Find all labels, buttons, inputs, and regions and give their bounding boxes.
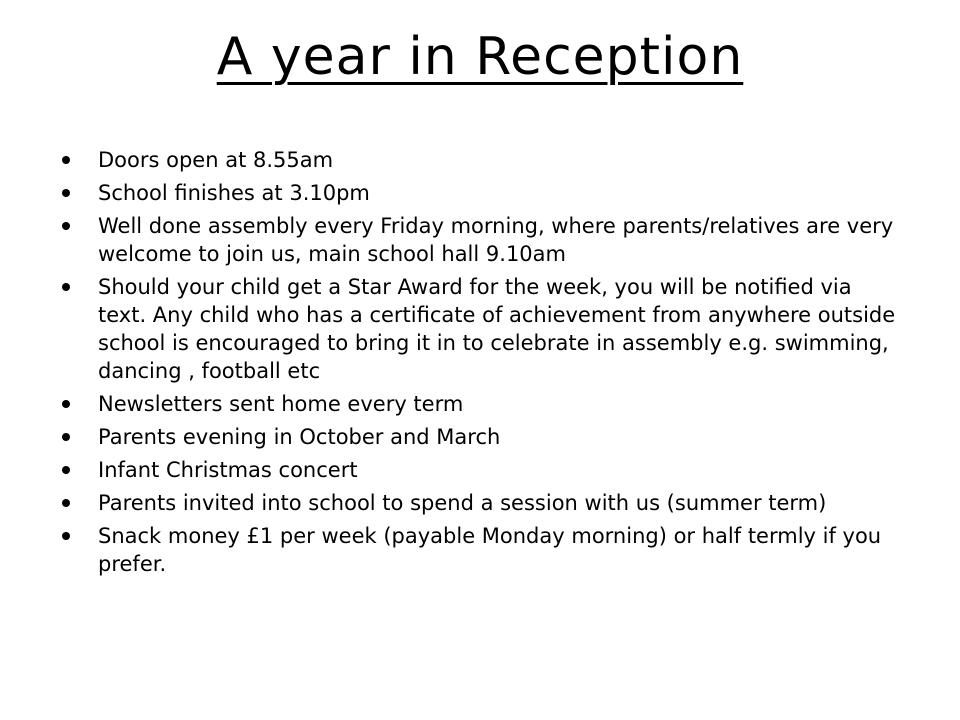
bullet-text: School finishes at 3.10pm [98, 181, 370, 205]
slide-title-text: A year in Reception [216, 27, 744, 87]
bullet-text: Parents invited into school to spend a session with us (summer term) [98, 491, 827, 515]
bullet-doors-open [62, 146, 902, 174]
bullet-christmas-concert [62, 456, 902, 484]
bullet-dot-icon [62, 400, 70, 408]
bullet-dot-icon [62, 283, 70, 291]
bullet-dot-icon [62, 156, 70, 164]
bullet-dot-icon [62, 499, 70, 507]
bullet-dot-icon [62, 532, 70, 540]
bullet-parents-evening [62, 423, 902, 451]
bullet-text: Well done assembly every Friday morning, where parents/relatives are very welcome to join us, main school hall 9.10am [98, 214, 894, 266]
bullet-text: Doors open at 8.55am [98, 148, 334, 172]
slide-title [0, 22, 960, 92]
bullet-dot-icon [62, 189, 70, 197]
bullet-well-done-assembly [62, 212, 902, 268]
bullet-text: Infant Christmas concert [98, 458, 358, 482]
bullet-school-finishes [62, 179, 902, 207]
bullet-dot-icon [62, 222, 70, 230]
bullet-dot-icon [62, 466, 70, 474]
bullet-text: Snack money £1 per week (payable Monday morning) or half termly if you prefer. [98, 524, 882, 576]
bullet-newsletters [62, 390, 902, 418]
bullet-star-award [62, 273, 902, 385]
bullet-text: Parents evening in October and March [98, 425, 501, 449]
bullet-dot-icon [62, 433, 70, 441]
bullet-snack-money [62, 522, 902, 578]
bullet-list [62, 146, 902, 583]
bullet-parents-invited [62, 489, 902, 517]
bullet-text: Should your child get a Star Award for the week, you will be notified via text. Any child who has a certificate of achievement from anywhere outside school is encouraged to bring it in to celebrate in assembly e.g. swimming, dancing , football etc [98, 275, 896, 383]
bullet-text: Newsletters sent home every term [98, 392, 464, 416]
